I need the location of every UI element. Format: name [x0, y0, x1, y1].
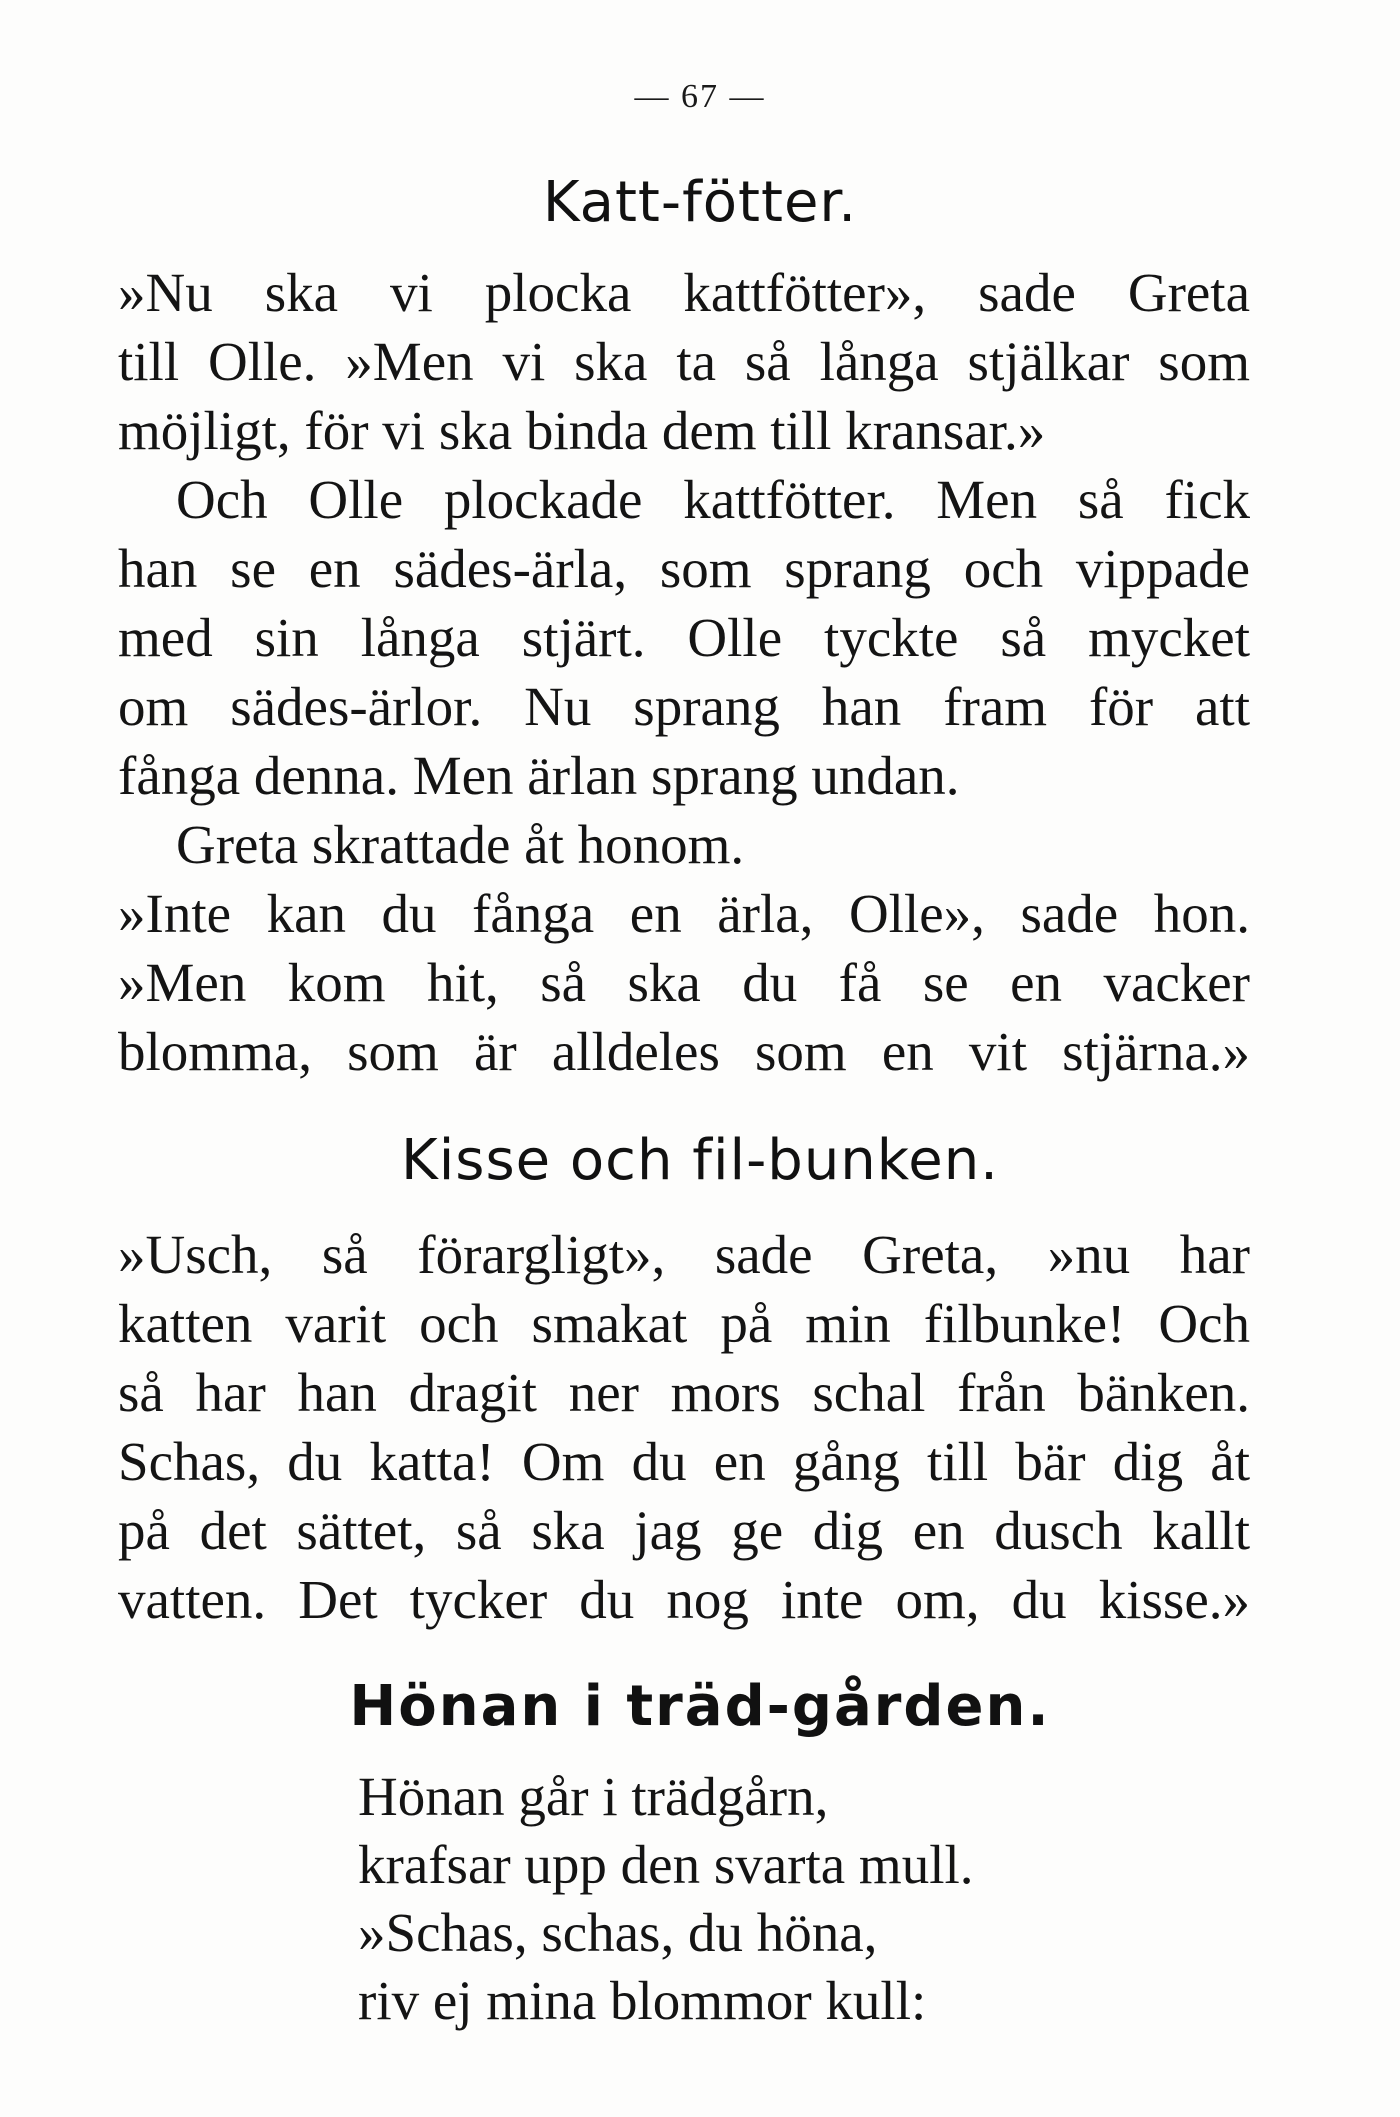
section-heading-honan-i-trad-garden: Hönan i träd-gården. — [349, 1674, 1051, 1739]
text-line: på det sättet, så ska jag ge dig en dusch kallt — [118, 1500, 1250, 1561]
text-line: Schas, du katta! Om du en gång till bär dig åt — [118, 1431, 1250, 1492]
text-line: blomma, som är alldeles som en vit stjärna.» — [118, 1021, 1250, 1082]
text-line: Greta skrattade åt honom. — [176, 814, 745, 875]
poem-line: Hönan går i trädgårn, — [358, 1766, 829, 1827]
text-line: han se en sädes-ärla, som sprang och vippade — [118, 538, 1250, 599]
text-line: »Nu ska vi plocka kattfötter», sade Greta — [118, 262, 1250, 323]
text-line: »Men kom hit, så ska du få se en vacker — [118, 952, 1250, 1013]
text-line: med sin långa stjärt. Olle tyckte så mycket — [118, 607, 1250, 668]
section-heading-kisse-och-fil-bunken: Kisse och fil-bunken. — [401, 1128, 999, 1193]
text-line: fånga denna. Men ärlan sprang undan. — [118, 745, 960, 806]
text-line: till Olle. »Men vi ska ta så långa stjälkar som — [118, 331, 1250, 392]
poem-honan-i-tradgarden — [358, 1763, 974, 2035]
text-line: vatten. Det tycker du nog inte om, du kisse.» — [118, 1569, 1250, 1630]
text-line: »Usch, så förargligt», sade Greta, »nu har — [118, 1224, 1250, 1285]
poem-line: krafsar upp den svarta mull. — [358, 1834, 974, 1895]
section-heading-katt-fotter: Katt-fötter. — [542, 170, 858, 235]
text-line: om sädes-ärlor. Nu sprang han fram för att — [118, 676, 1250, 737]
poem-line: riv ej mina blommor kull: — [358, 1970, 927, 2031]
text-line: Och Olle plockade kattfötter. Men så fick — [176, 469, 1250, 530]
text-line: katten varit och smakat på min filbunke! Och — [118, 1293, 1250, 1354]
poem-line: »Schas, schas, du höna, — [358, 1902, 878, 1963]
paragraph-kisse-och-fil-bunken — [118, 1220, 1250, 1634]
text-line: »Inte kan du fånga en ärla, Olle», sade hon. — [118, 883, 1250, 944]
paragraph-katt-fotter — [118, 258, 1250, 1086]
text-line: så har han dragit ner mors schal från bänken. — [118, 1362, 1250, 1423]
text-line: möjligt, för vi ska binda dem till kransar.» — [118, 400, 1046, 461]
page-number: — 67 — — [634, 78, 766, 115]
